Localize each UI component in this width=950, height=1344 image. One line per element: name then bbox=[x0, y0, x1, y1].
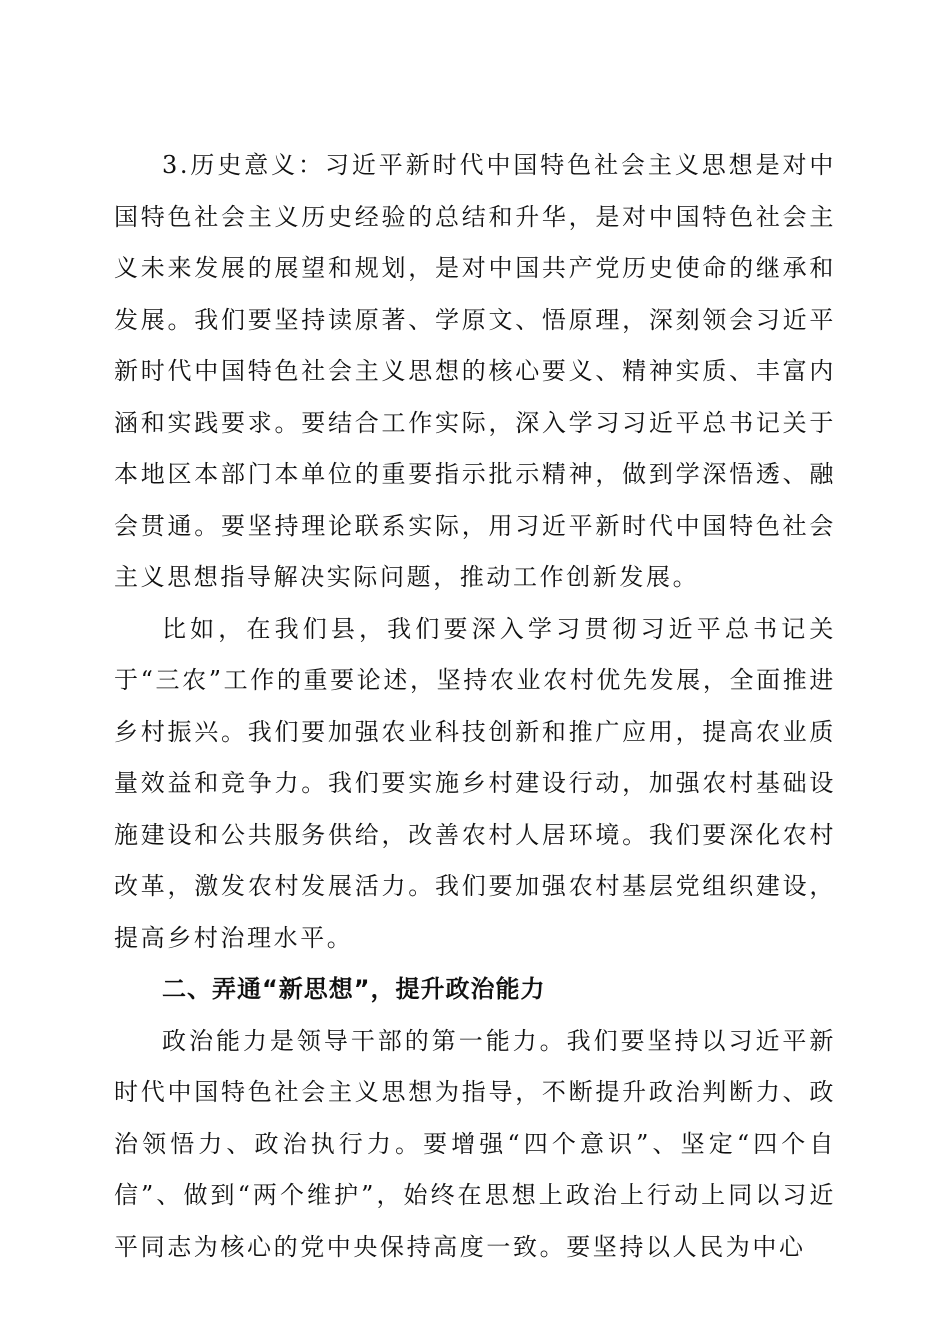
paragraph-county-example: 比如，在我们县，我们要深入学习贯彻习近平总书记关于“三农”工作的重要论述，坚持农业农村优先发展，全面推进乡村振兴。我们要加强农业科技创新和推广应用，提高农业质量效益和竞争力。我们要实施乡村建设行动，加强农村基础设施建设和公共服务供给，改善农村人居环境。我们要深化农村改革，激发农村发展活力。我们要加强农村基层党组织建设，提高乡村治理水平。 bbox=[114, 614, 836, 952]
paragraph-historical-significance: 3.历史意义：习近平新时代中国特色社会主义思想是对中国特色社会主义历史经验的总结和升华，是对中国特色社会主义未来发展的展望和规划，是对中国共产党历史使命的继承和发展。我们要坚持读原著、学原文、悟原理，深刻领会习近平新时代中国特色社会主义思想的核心要义、精神实质、丰富内涵和实践要求。要结合工作实际，深入学习习近平总书记关于本地区本部门本单位的重要指示批示精神，做到学深悟透、融会贯通。要坚持理论联系实际，用习近平新时代中国特色社会主义思想指导解决实际问题，推动工作创新发展。 bbox=[114, 151, 836, 591]
section-heading: 二、弄通“新思想”，提升政治能力 bbox=[162, 975, 546, 1003]
paragraph-political-ability: 政治能力是领导干部的第一能力。我们要坚持以习近平新时代中国特色社会主义思想为指导，不断提升政治判断力、政治领悟力、政治执行力。要增强“四个意识”、坚定“四个自信”、做到“两个维护”，始终在思想上政治上行动上同以习近平同志为核心的党中央保持高度一致。要坚持以人民为中心 bbox=[114, 1026, 836, 1261]
document-body bbox=[114, 140, 836, 1273]
